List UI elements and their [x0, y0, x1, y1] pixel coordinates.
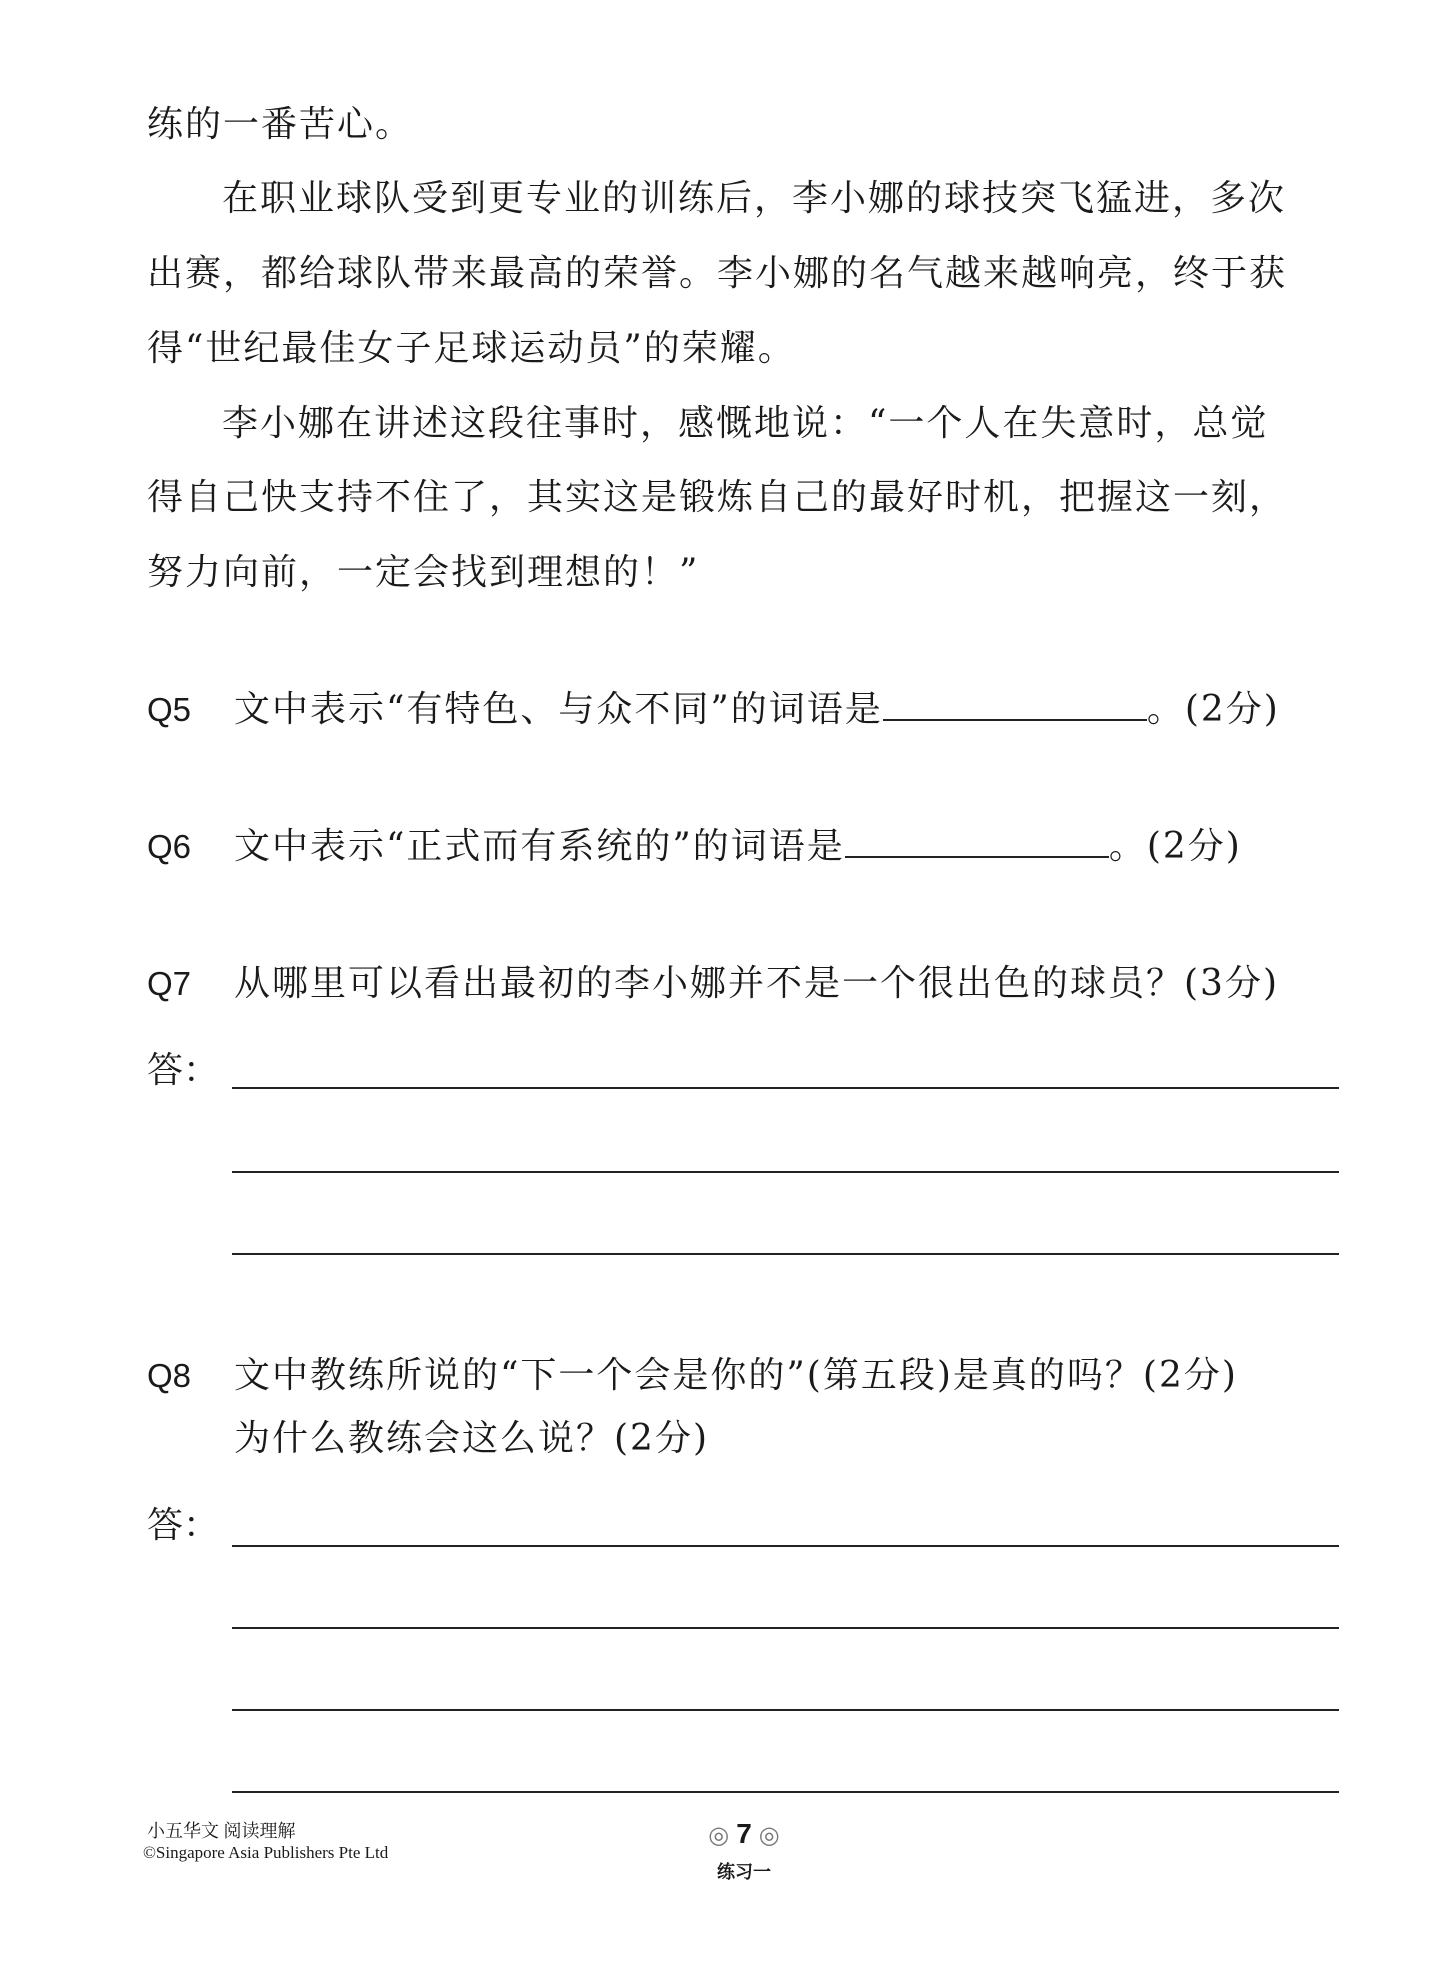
passage-line: 出赛，都给球队带来最高的荣誉。李小娜的名气越来越响亮，终于获: [147, 253, 1288, 294]
question-text: 为什么教练会这么说？(2分): [234, 1418, 709, 1459]
passage-line: 得自己快支持不住了，其实这是锻炼自己的最好时机，把握这一刻，: [147, 477, 1288, 518]
answer-blank[interactable]: [845, 826, 1109, 858]
question-text: 文中教练所说的“下一个会是你的”(第五段)是真的吗？(2分): [234, 1355, 1238, 1396]
answer-line[interactable]: [232, 1087, 1339, 1089]
answer-line[interactable]: [232, 1253, 1339, 1255]
footer-copyright: ©Singapore Asia Publishers Pte Ltd: [143, 1843, 389, 1862]
answer-line[interactable]: [232, 1709, 1339, 1711]
question-text: 从哪里可以看出最初的李小娜并不是一个很出色的球员？(3分): [234, 963, 1279, 1004]
question-number: Q8: [147, 1357, 192, 1394]
answer-blank[interactable]: [883, 689, 1147, 721]
answer-line[interactable]: [232, 1171, 1339, 1173]
question-text: 文中表示“正式而有系统的”的词语是: [234, 826, 845, 867]
target-icon: ◎: [708, 1822, 730, 1849]
passage-line: 练的一番苦心。: [147, 104, 414, 145]
page-number-block: [700, 1818, 788, 1852]
footer-book-title: 小五华文 阅读理解: [147, 1821, 296, 1841]
passage-line: 在职业球队受到更专业的训练后，李小娜的球技突飞猛进，多次: [222, 178, 1287, 219]
passage-line: 得“世纪最佳女子足球运动员”的荣耀。: [147, 328, 796, 369]
answer-line[interactable]: [232, 1545, 1339, 1547]
answer-line[interactable]: [232, 1791, 1339, 1793]
question-marks: 。(2分): [1108, 826, 1242, 867]
page-number: 7: [736, 1818, 752, 1849]
question-marks: 。(2分): [1146, 689, 1280, 730]
question-number: Q7: [147, 965, 192, 1002]
answer-label: 答：: [147, 1505, 220, 1546]
target-icon: ◎: [758, 1822, 780, 1849]
question-number: Q6: [147, 828, 192, 865]
answer-line[interactable]: [232, 1627, 1339, 1629]
passage-line: 努力向前，一定会找到理想的！”: [147, 552, 700, 593]
question-number: Q5: [147, 691, 192, 728]
answer-label: 答：: [147, 1050, 220, 1091]
question-text: 文中表示“有特色、与众不同”的词语是: [234, 689, 883, 730]
exercise-label: 练习一: [717, 1862, 771, 1882]
passage-line: 李小娜在讲述这段往事时，感慨地说：“一个人在失意时，总觉: [222, 403, 1269, 444]
